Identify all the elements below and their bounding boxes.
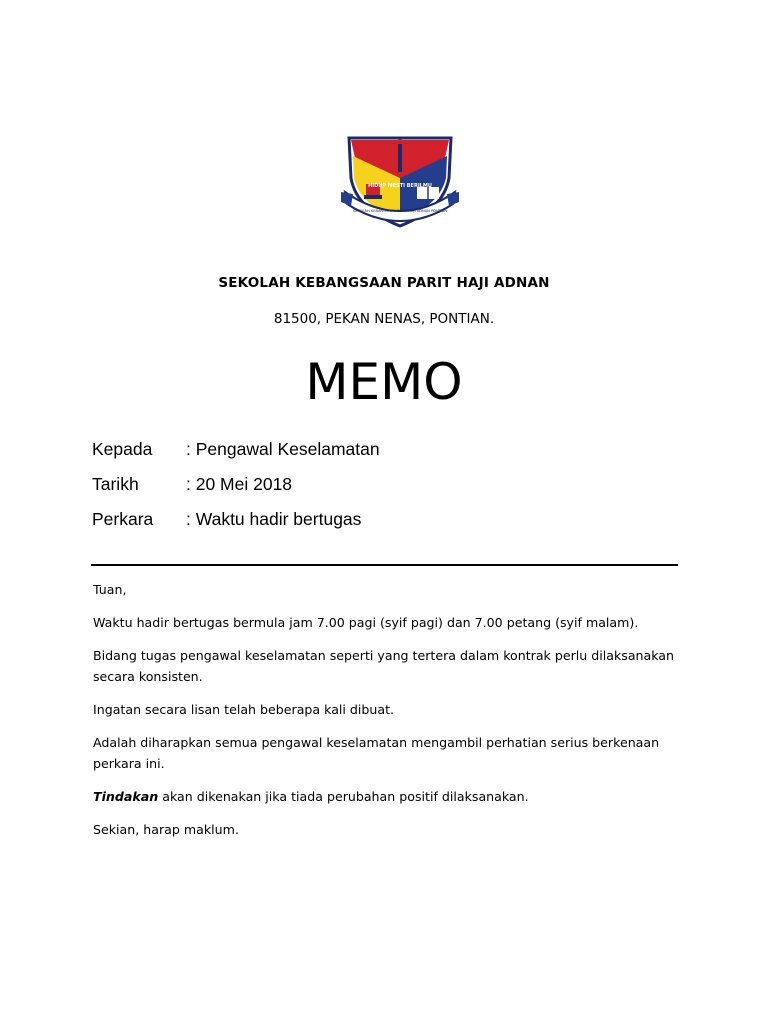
- paragraph-1: Waktu hadir bertugas bermula jam 7.00 pagi (syif pagi) dan 7.00 petang (syif malam).: [93, 615, 639, 630]
- school-address: 81500, PEKAN NENAS, PONTIAN.: [273, 311, 495, 327]
- subject-label: Perkara: [92, 509, 154, 529]
- paragraph-4: Adalah diharapkan semua pengawal keselamatan mengambil perhatian serius berkenaan perkara ini.: [93, 735, 660, 771]
- logo-motto-text: HIDUP MESTI BERILMU: [368, 183, 432, 189]
- salutation: Tuan,: [93, 582, 127, 597]
- header-divider: [91, 564, 678, 566]
- subject-value: : Waktu hadir bertugas: [186, 509, 362, 529]
- action-emphasis: Tindakan: [93, 789, 159, 804]
- to-label: Kepada: [92, 439, 153, 459]
- paragraph-5: [93, 786, 683, 807]
- memo-body: [93, 579, 683, 852]
- date-value: : 20 Mei 2018: [186, 474, 293, 494]
- closing: Sekian, harap maklum.: [93, 822, 239, 837]
- logo-banner-text: SEKOLAH KEBANGSAAN PARIT HAJI ADNAN PONTIAN: [352, 209, 448, 213]
- to-value: : Pengawal Keselamatan: [186, 439, 380, 459]
- paragraph-5-text: akan dikenakan jika tiada perubahan positif dilaksanakan.: [158, 789, 529, 804]
- school-crest-logo: [341, 132, 459, 232]
- paragraph-3: Ingatan secara lisan telah beberapa kali dibuat.: [93, 702, 395, 717]
- paragraph-2: Bidang tugas pengawal keselamatan seperti yang tertera dalam kontrak perlu dilaksanakan secara konsisten.: [93, 648, 675, 684]
- date-label: Tarikh: [92, 474, 139, 494]
- school-name: SEKOLAH KEBANGSAAN PARIT HAJI ADNAN: [218, 275, 550, 291]
- memo-title: MEMO: [305, 353, 463, 411]
